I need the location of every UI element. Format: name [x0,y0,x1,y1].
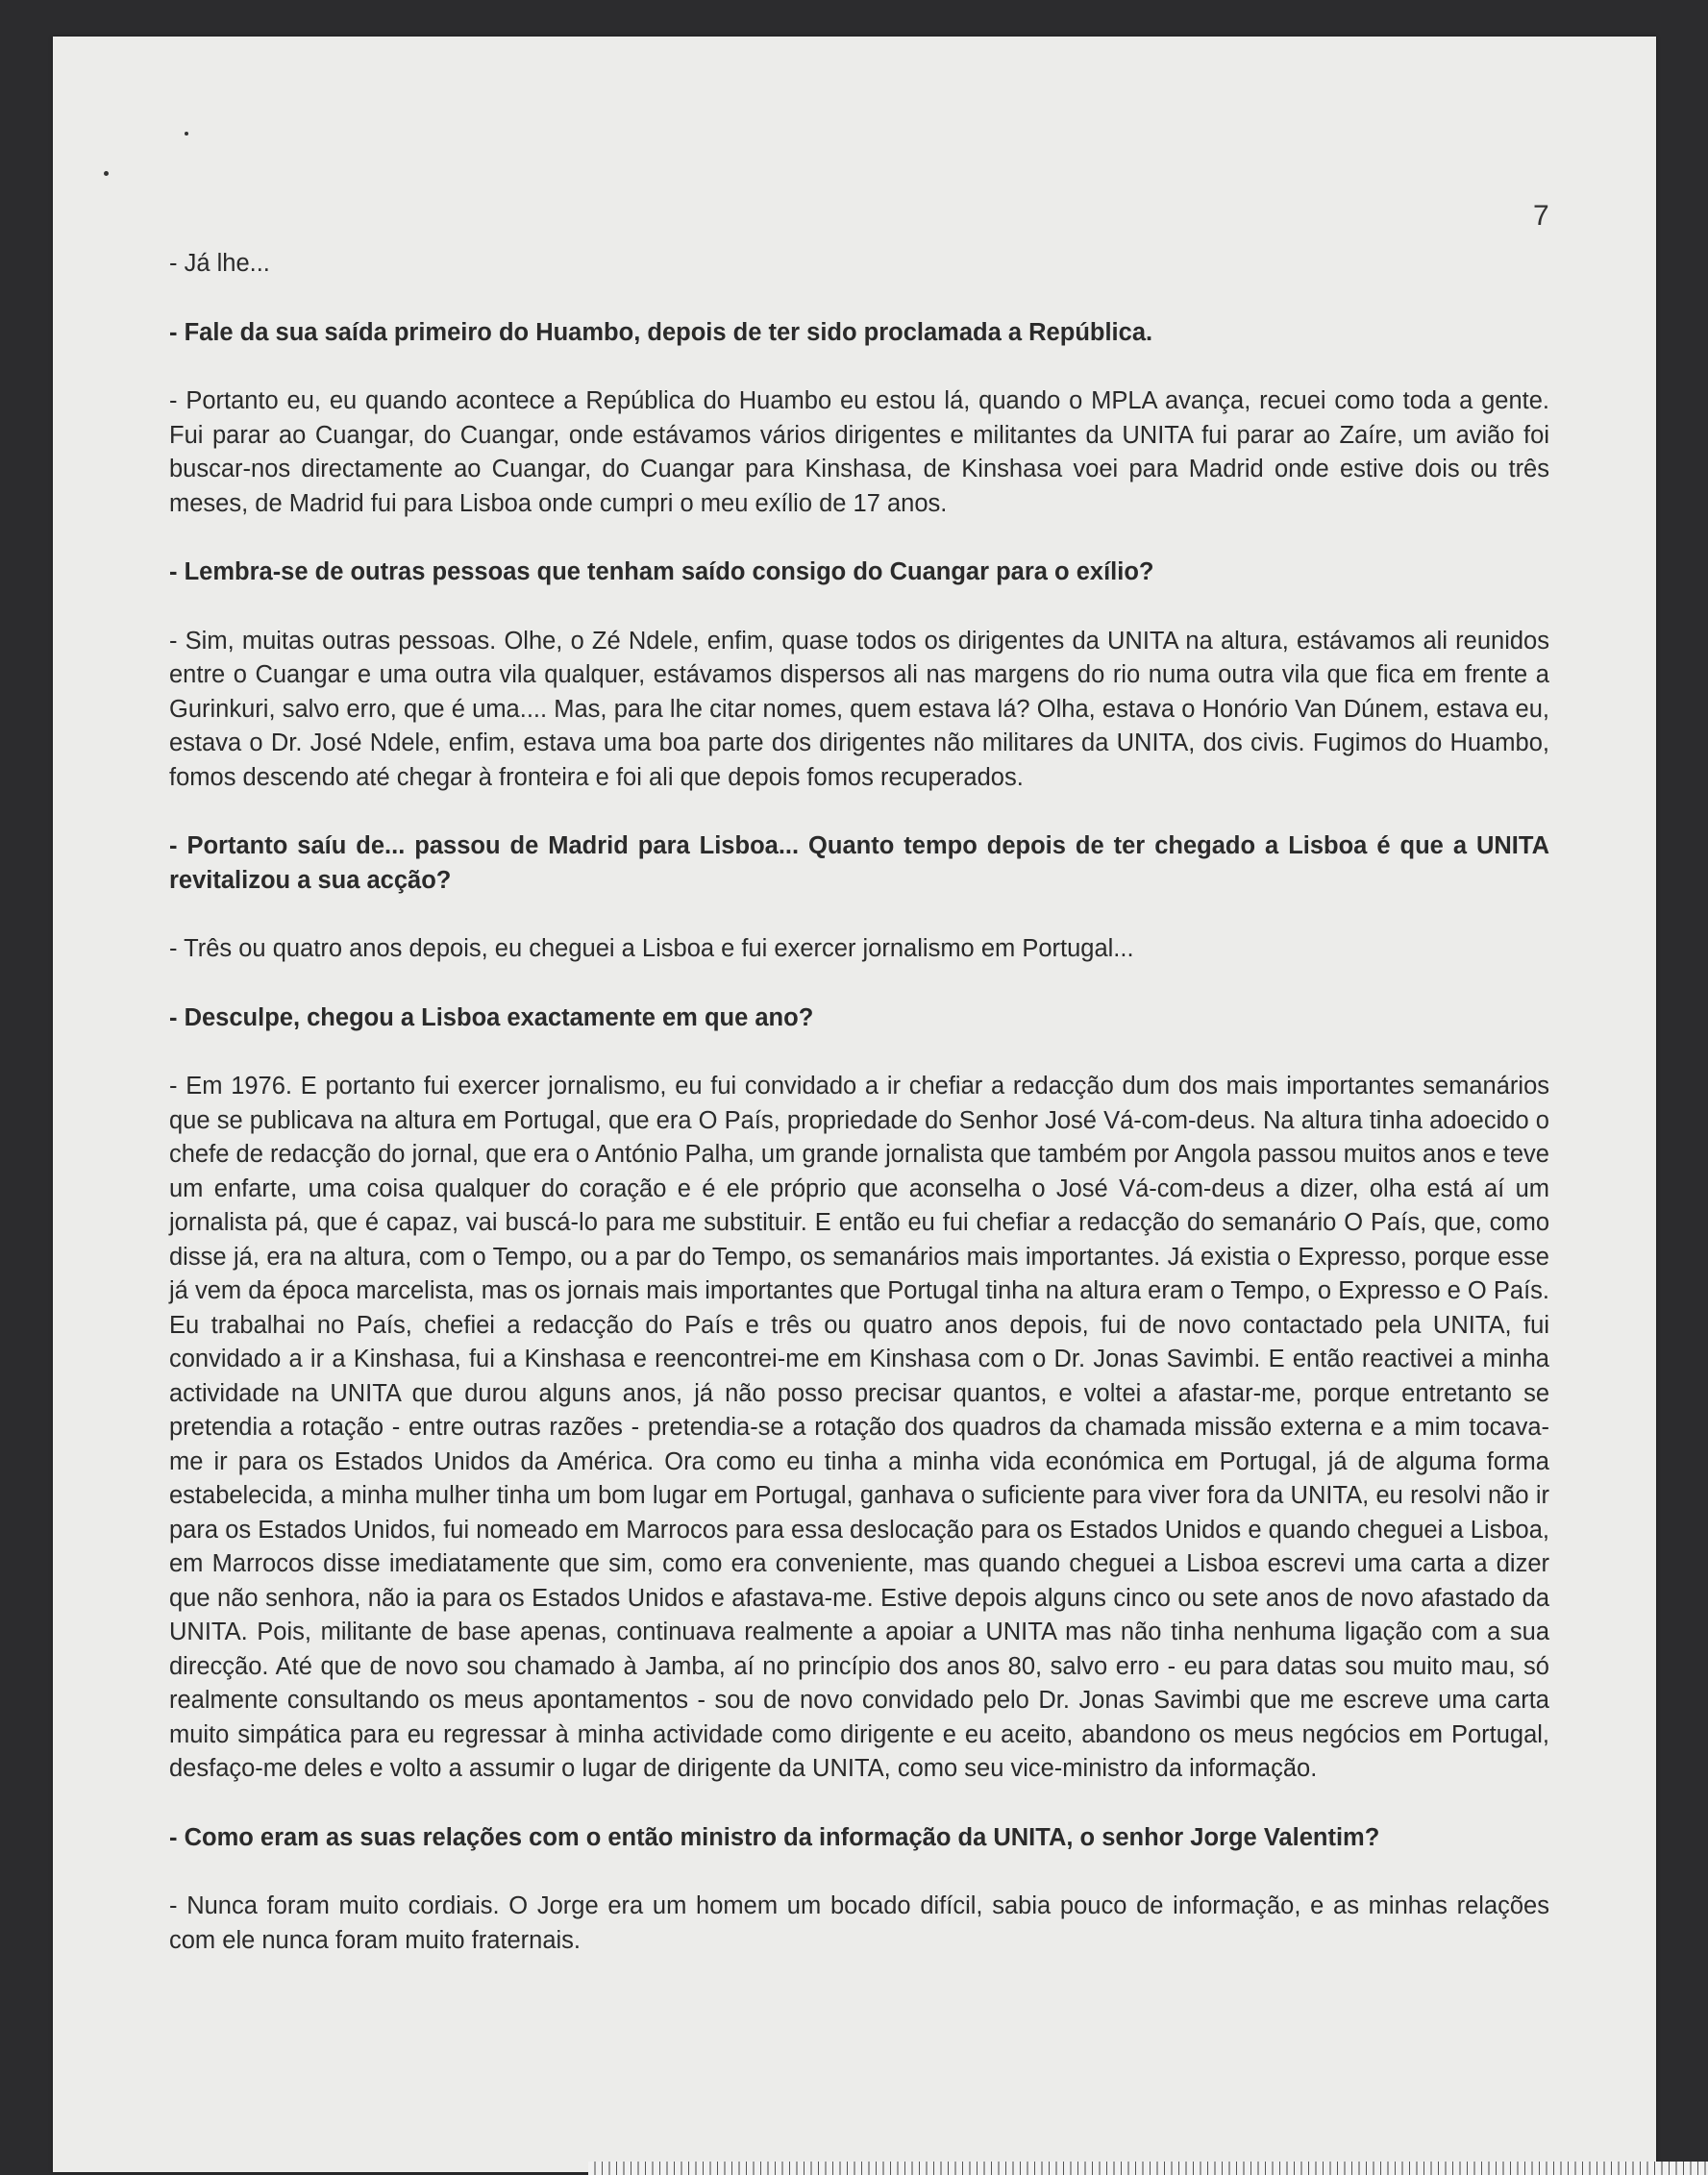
interview-transcript [169,247,1549,1992]
question-paragraph: - Portanto saíu de... passou de Madrid para Lisboa... Quanto tempo depois de ter chegado a Lisboa é que a UNITA revitalizou a sua acção? [169,832,1549,894]
answer-paragraph: - Sim, muitas outras pessoas. Olhe, o Zé Ndele, enfim, quase todos os dirigentes da UNITA na altura, estávamos ali reunidos entre o Cuangar e uma outra vila qualquer, estávamos dispersos ali nas margens do rio numa outra vila que fica em frente a Gurinkuri, salvo erro, que é uma.... Mas, para lhe citar nomes, quem estava lá? Olha, estava o Honório Van Dúnem, estava eu, estava o Dr. José Ndele, enfim, estava uma boa parte dos dirigentes não militares da UNITA, dos civis. Fugimos do Huambo, fomos descendo até chegar à fronteira e foi ali que depois fomos recuperados. [169,627,1549,791]
question-paragraph: - Fale da sua saída primeiro do Huambo, depois de ter sido proclamada a República. [169,318,1153,346]
answer-paragraph: - Portanto eu, eu quando acontece a República do Huambo eu estou lá, quando o MPLA avança, recuei como toda a gente. Fui parar ao Cuangar, do Cuangar, onde estávamos vários dirigentes e militantes da UNITA fui parar ao Zaíre, um avião foi buscar-nos directamente ao Cuangar, do Cuangar para Kinshasa, de Kinshasa voei para Madrid onde estive dois ou três meses, de Madrid fui para Lisboa onde cumpri o meu exílio de 17 anos. [169,387,1549,517]
answer-paragraph: - Nunca foram muito cordiais. O Jorge era um homem um bocado difícil, sabia pouco de informação, e as minhas relações com ele nunca foram muito fraternais. [169,1892,1549,1954]
page-number: 7 [1533,200,1549,232]
answer-paragraph: - Em 1976. E portanto fui exercer jornalismo, eu fui convidado a ir chefiar a redacção dum dos mais importantes semanários que se publicava na altura em Portugal, que era O País, propriedade do Senhor José Vá-com-deus. Na altura tinha adoecido o chefe de redacção do jornal, que era o António Palha, um grande jornalista que também por Angola passou muitos anos e teve um enfarte, uma coisa qualquer do coração e é ele próprio que aconselha o José Vá-com-deus a dizer, olha está aí um jornalista pá, que é capaz, vai buscá-lo para me substituir. E então eu fui chefiar a redacção do semanário O País, que, como disse já, era na altura, com o Tempo, ou a par do Tempo, os semanários mais importantes. Já existia o Expresso, porque esse já vem da época marcelista, mas os jornais mais importantes que Portugal tinha na altura eram o Tempo, o Expresso e O País. Eu trabalhai no País, chefiei a redacção do País e três ou quatro anos depois, fui de novo contactado pela UNITA, fui convidado a ir a Kinshasa, fui a Kinshasa e reencontrei-me em Kinshasa com o Dr. Jonas Savimbi. E então reactivei a minha actividade na UNITA que durou alguns anos, já não posso precisar quantos, e voltei a afastar-me, porque entretanto se pretendia a rotação - entre outras razões - pretendia-se a rotação dos quadros da chamada missão externa e a mim tocava-me ir para os Estados Unidos da América. Ora como eu tinha a minha vida económica em Portugal, já de alguma forma estabelecida, a minha mulher tinha um bom lugar em Portugal, ganhava o suficiente para viver fora da UNITA, eu resolvi não ir para os Estados Unidos, fui nomeado em Marrocos para essa deslocação para os Estados Unidos e quando cheguei a Lisboa, em Marrocos disse imediatamente que sim, como era conveniente, mas quando cheguei a Lisboa escrevi uma carta a dizer que não senhora, não ia para os Estados Unidos e afastava-me. Estive depois alguns cinco ou sete anos de novo afastado da UNITA. Pois, militante de base apenas, continuava realmente a apoiar a UNITA mas não tinha nenhuma ligação com a sua direcção. Até que de novo sou chamado à Jamba, aí no princípio dos anos 80, salvo erro - eu para datas sou muito mau, só realmente consultando os meus apontamentos - sou de novo convidado pelo Dr. Jonas Savimbi que me escreve uma carta muito simpática para eu regressar à minha actividade como dirigente e eu aceito, abandono os meus negócios em Portugal, desfaço-me deles e volto a assumir o lugar de dirigente da UNITA, como seu vice-ministro da informação. [169,1073,1549,1782]
answer-paragraph: - Três ou quatro anos depois, eu cheguei a Lisboa e fui exercer jornalismo em Portugal... [169,935,1134,962]
scan-speck [185,132,188,136]
scan-calibration-strip [588,2162,1708,2175]
answer-paragraph: - Já lhe... [169,250,270,277]
question-paragraph: - Lembra-se de outras pessoas que tenham saído consigo do Cuangar para o exílio? [169,558,1154,585]
scan-speck [104,171,109,176]
question-paragraph: - Como eram as suas relações com o então ministro da informação da UNITA, o senhor Jorge Valentim? [169,1823,1380,1851]
question-paragraph: - Desculpe, chegou a Lisboa exactamente em que ano? [169,1003,814,1031]
